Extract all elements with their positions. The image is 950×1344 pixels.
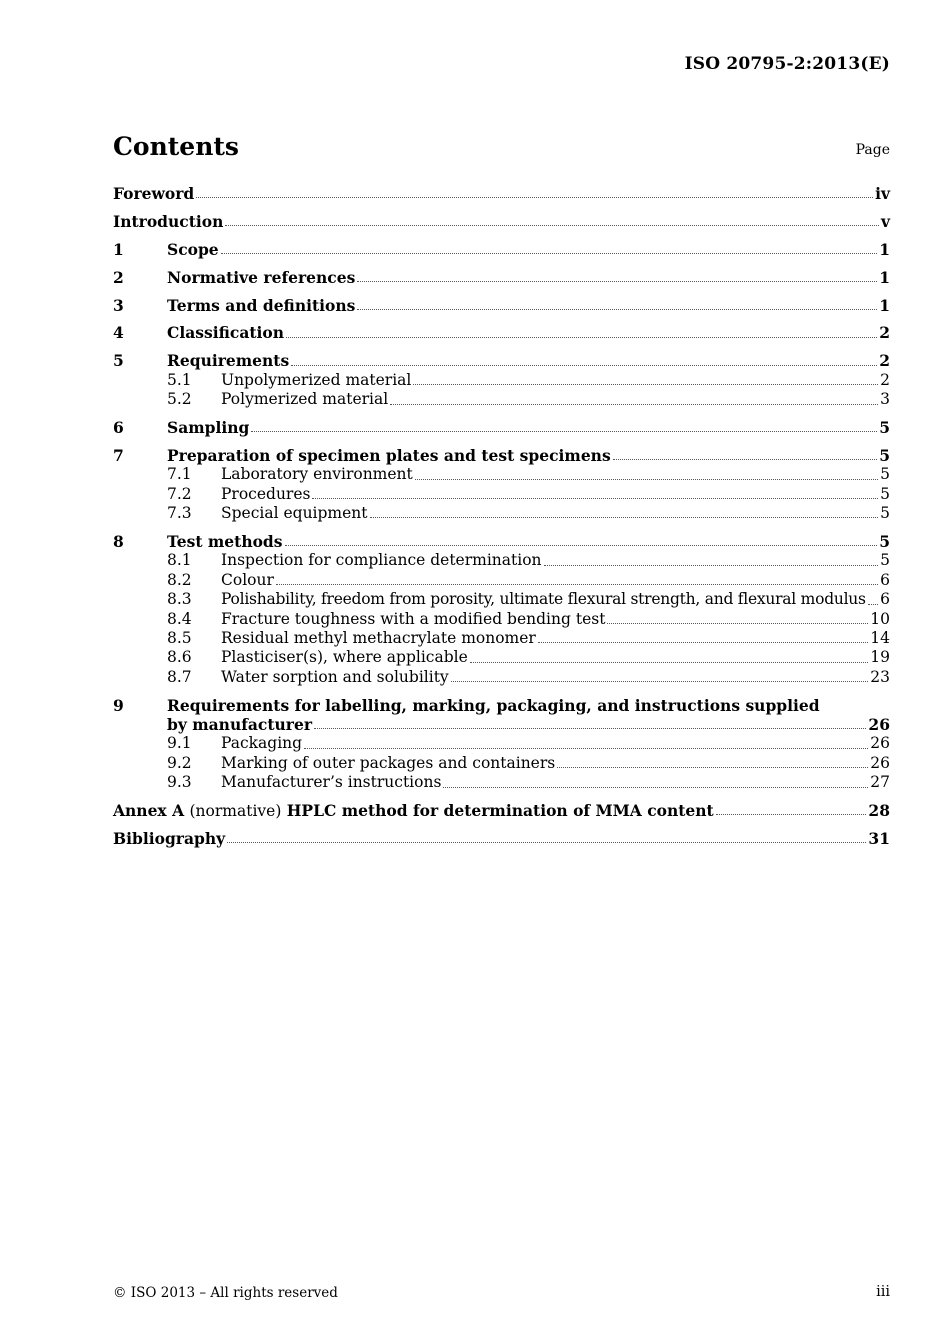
toc-entry-special-equipment[interactable] bbox=[113, 504, 890, 523]
subsection-number: 8.5 bbox=[167, 628, 192, 647]
toc-entry-title: Marking of outer packages and containers bbox=[221, 753, 556, 772]
toc-entry-page: 26 bbox=[868, 714, 890, 734]
toc-entry-page: 2 bbox=[880, 370, 890, 389]
toc-entry-residual-monomer[interactable] bbox=[113, 629, 890, 648]
toc-entry-title-line1: Requirements for labelling, marking, packaging, and instructions supplied bbox=[167, 695, 820, 715]
toc-entry-page: 2 bbox=[879, 351, 890, 371]
dot-leader bbox=[413, 380, 878, 385]
dot-leader bbox=[544, 561, 879, 566]
section-number: 1 bbox=[113, 239, 124, 259]
toc-entry-terms-definitions[interactable] bbox=[113, 296, 890, 315]
annex-label: Annex A bbox=[113, 801, 185, 821]
dot-leader bbox=[225, 221, 879, 226]
dot-leader bbox=[276, 580, 878, 585]
toc-entry-title: Plasticiser(s), where applicable bbox=[221, 648, 468, 667]
toc-entry-foreword[interactable] bbox=[113, 184, 890, 203]
toc-entry-page: 19 bbox=[870, 648, 890, 667]
section-number: 4 bbox=[113, 323, 124, 343]
toc-entry-title: Inspection for compliance determination bbox=[221, 551, 542, 570]
dot-leader bbox=[312, 494, 878, 499]
dot-leader bbox=[470, 658, 869, 663]
dot-leader bbox=[716, 810, 867, 815]
toc-entry-page: 5 bbox=[879, 418, 890, 438]
subsection-number: 7.1 bbox=[167, 465, 192, 484]
toc-entry-requirements[interactable] bbox=[113, 351, 890, 370]
subsection-number: 5.1 bbox=[167, 370, 192, 389]
section-number: 3 bbox=[113, 295, 124, 315]
toc-entry-packaging[interactable] bbox=[113, 734, 890, 753]
toc-entry-inspection[interactable] bbox=[113, 551, 890, 570]
toc-entry-normative-references[interactable] bbox=[113, 268, 890, 287]
toc-entry-title: Bibliography bbox=[113, 828, 226, 848]
subsection-number: 9.2 bbox=[167, 753, 192, 772]
subsection-number: 8.3 bbox=[167, 590, 192, 609]
annex-title: HPLC method for determination of MMA content bbox=[286, 801, 714, 821]
subsection-number: 8.2 bbox=[167, 570, 192, 589]
toc-entry-polishability[interactable] bbox=[113, 590, 890, 609]
toc-entry-page: 31 bbox=[868, 828, 890, 848]
toc-entry-page: 5 bbox=[880, 551, 890, 570]
toc-entry-scope[interactable] bbox=[113, 240, 890, 259]
toc-entry-title: Foreword bbox=[113, 184, 195, 203]
toc-entry-title: Packaging bbox=[221, 734, 303, 753]
document-id: ISO 20795-2:2013(E) bbox=[684, 54, 890, 74]
dot-leader bbox=[314, 724, 866, 729]
toc-entry-title: Unpolymerized material bbox=[221, 370, 412, 389]
toc-entry-page: 23 bbox=[870, 667, 890, 686]
subsection-number: 8.6 bbox=[167, 648, 192, 667]
toc-entry-title: Residual methyl methacrylate monomer bbox=[221, 628, 536, 647]
toc-entry-title: Procedures bbox=[221, 484, 311, 503]
toc-entry-title: Preparation of specimen plates and test specimens bbox=[167, 445, 611, 465]
toc-entry-title: Special equipment bbox=[221, 504, 368, 523]
section-number: 9 bbox=[113, 695, 124, 715]
toc-entry-title-line2: by manufacturer bbox=[167, 714, 312, 734]
toc-entry-polymerized-material[interactable] bbox=[113, 390, 890, 409]
toc-entry-page: 28 bbox=[868, 801, 890, 821]
toc-entry-procedures[interactable] bbox=[113, 485, 890, 504]
page-column-label: Page bbox=[855, 142, 890, 158]
toc-entry-page: iv bbox=[875, 184, 890, 203]
toc-entry-labelling[interactable] bbox=[113, 696, 890, 715]
toc-entry-title: Requirements bbox=[167, 351, 290, 371]
dot-leader bbox=[357, 305, 877, 310]
toc-entry-title: Colour bbox=[221, 570, 274, 589]
toc-entry-title: Scope bbox=[167, 239, 219, 259]
toc-entry-fracture-toughness[interactable] bbox=[113, 610, 890, 629]
section-number: 2 bbox=[113, 267, 124, 287]
toc-entry-page: 5 bbox=[880, 484, 890, 503]
dot-leader bbox=[451, 677, 869, 682]
toc-entry-water-sorption[interactable] bbox=[113, 668, 890, 687]
toc-entry-page: 26 bbox=[870, 734, 890, 753]
subsection-number: 9.3 bbox=[167, 773, 192, 792]
toc-entry-title: Manufacturer’s instructions bbox=[221, 773, 442, 792]
toc-entry-labelling-continued[interactable] bbox=[113, 715, 890, 734]
dot-leader bbox=[557, 763, 868, 768]
dot-leader bbox=[538, 638, 868, 643]
toc-entry-page: v bbox=[880, 211, 890, 231]
toc-entry-unpolymerized-material[interactable] bbox=[113, 371, 890, 390]
subsection-number: 7.2 bbox=[167, 484, 192, 503]
dot-leader bbox=[227, 838, 866, 843]
toc-entry-title: Classification bbox=[167, 323, 285, 343]
dot-leader bbox=[357, 277, 877, 282]
dot-leader bbox=[285, 541, 878, 546]
subsection-number: 8.4 bbox=[167, 609, 192, 628]
table-of-contents bbox=[113, 184, 890, 848]
page-number: iii bbox=[876, 1284, 890, 1300]
section-number: 6 bbox=[113, 418, 124, 438]
toc-entry-introduction[interactable] bbox=[113, 212, 890, 231]
toc-entry-marking[interactable] bbox=[113, 754, 890, 773]
dot-leader bbox=[443, 783, 868, 788]
toc-entry-title: Sampling bbox=[167, 418, 250, 438]
subsection-number: 8.1 bbox=[167, 551, 192, 570]
toc-entry-page: 1 bbox=[879, 239, 890, 259]
toc-entry-preparation[interactable] bbox=[113, 446, 890, 465]
section-number: 7 bbox=[113, 445, 124, 465]
toc-entry-title bbox=[113, 801, 714, 821]
toc-entry-title: Polishability, freedom from porosity, ultimate flexural strength, and flexural modulus bbox=[221, 590, 866, 609]
subsection-number: 8.7 bbox=[167, 667, 192, 686]
dot-leader bbox=[251, 427, 877, 432]
toc-entry-page: 5 bbox=[879, 531, 890, 551]
toc-entry-title: Water sorption and solubility bbox=[221, 667, 449, 686]
toc-entry-classification[interactable] bbox=[113, 323, 890, 342]
toc-entry-title: Laboratory environment bbox=[221, 465, 413, 484]
contents-heading: Contents bbox=[113, 132, 240, 161]
subsection-number: 5.2 bbox=[167, 390, 192, 409]
section-number: 8 bbox=[113, 531, 124, 551]
toc-entry-title: Terms and definitions bbox=[167, 295, 356, 315]
toc-entry-page: 5 bbox=[880, 504, 890, 523]
annex-qualifier: (normative) bbox=[189, 802, 282, 821]
toc-entry-title: Test methods bbox=[167, 531, 283, 551]
toc-entry-page: 27 bbox=[870, 773, 890, 792]
toc-entry-page: 5 bbox=[880, 465, 890, 484]
dot-leader bbox=[370, 513, 879, 518]
dot-leader bbox=[415, 475, 878, 480]
toc-entry-title: Normative references bbox=[167, 267, 356, 287]
copyright-notice: © ISO 2013 – All rights reserved bbox=[113, 1285, 338, 1301]
section-number: 5 bbox=[113, 351, 124, 371]
dot-leader bbox=[286, 333, 877, 338]
toc-entry-page: 6 bbox=[880, 590, 890, 609]
toc-entry-laboratory-environment[interactable] bbox=[113, 465, 890, 484]
toc-entry-page: 1 bbox=[879, 295, 890, 315]
toc-entry-manufacturer-instructions[interactable] bbox=[113, 773, 890, 792]
toc-entry-page: 3 bbox=[880, 390, 890, 409]
dot-leader bbox=[607, 619, 868, 624]
toc-entry-title: Polymerized material bbox=[221, 390, 389, 409]
toc-entry-bibliography[interactable] bbox=[113, 829, 890, 848]
toc-entry-page: 1 bbox=[879, 267, 890, 287]
subsection-number: 9.1 bbox=[167, 734, 192, 753]
dot-leader bbox=[304, 744, 868, 749]
toc-entry-title: Introduction bbox=[113, 211, 224, 231]
dot-leader bbox=[221, 249, 878, 254]
toc-entry-page: 5 bbox=[879, 445, 890, 465]
toc-entry-page: 26 bbox=[870, 753, 890, 772]
toc-entry-page: 2 bbox=[879, 323, 890, 343]
toc-entry-colour[interactable] bbox=[113, 571, 890, 590]
toc-entry-sampling[interactable] bbox=[113, 418, 890, 437]
toc-entry-page: 6 bbox=[880, 570, 890, 589]
dot-leader bbox=[868, 600, 878, 605]
toc-entry-annex-a[interactable] bbox=[113, 801, 890, 820]
subsection-number: 7.3 bbox=[167, 504, 192, 523]
toc-entry-plasticisers[interactable] bbox=[113, 648, 890, 667]
dot-leader bbox=[291, 361, 877, 366]
dot-leader bbox=[390, 400, 878, 405]
toc-entry-title: Fracture toughness with a modified bending test bbox=[221, 609, 606, 628]
toc-entry-page: 10 bbox=[870, 609, 890, 628]
toc-entry-page: 14 bbox=[870, 628, 890, 647]
dot-leader bbox=[613, 455, 878, 460]
toc-entry-test-methods[interactable] bbox=[113, 532, 890, 551]
dot-leader bbox=[196, 193, 873, 198]
